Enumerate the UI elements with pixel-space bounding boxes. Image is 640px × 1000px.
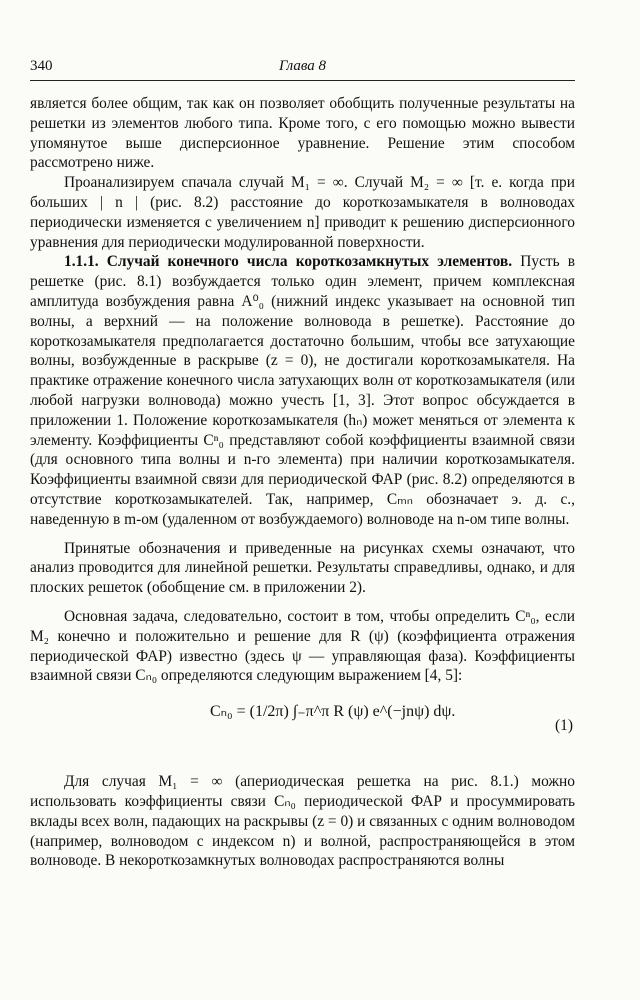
equation-expression: Cₙ₀ = (1/2π) ∫₋π^π R (ψ) e^(−jnψ) dψ. [210, 703, 456, 721]
equation-block [30, 694, 575, 764]
paragraph: Основная задача, следовательно, состоит в том, чтобы определить Cⁿ₀, если M₂ конечно и положительно и решение для R (ψ) (коэффициента отражения периодической ФАР) известно (здесь ψ — управляющая фаза). Коэффициенты взаимной связи Cₙ₀ определяются следующим выражением [4, 5]: [30, 607, 575, 685]
paragraph-subsection [30, 252, 575, 529]
equation-number: (1) [555, 717, 573, 735]
page-header [30, 58, 575, 81]
subsection-heading: 1.1.1. Случай конечного числа короткозамкнутых элементов. [64, 253, 513, 271]
paragraph: Для случая M₁ = ∞ (апериодическая решетка на рис. 8.1.) можно использовать коэффициенты связи Cₙ₀ периодической ФАР и просуммировать вклады всех волн, падающих на раскрывы (z = 0) и связанных с одним волноводом (например, волноводом с индексом n) и волной, распространяющейся в этом волноводе. В некороткозамкнутых волноводах распространяются волны [30, 773, 575, 870]
paragraph-gap [30, 598, 575, 607]
body-text [30, 94, 575, 871]
page-number: 340 [30, 58, 53, 74]
paragraph: является более общим, так как он позволяет обобщить полученные результаты на решетки из элементов любого типа. Кроме того, с его помощью можно вывести упомянутое выше дисперсионное уравнение. Решение этим способом рассмотрено ниже. [30, 95, 575, 172]
paragraph-text: Пусть в решетке (рис. 8.1) возбуждается только один элемент, причем комплексная амплитуда возбуждения равна A⁰₀ (нижний индекс указывает на основной тип волны, а верхний — на положение волновода в решетке). Расстояние до короткозамыкателя предполагается достаточно большим, чтобы все затухающие волны, возбужденные в раскрыве (z = 0), не достигали короткозамыкателя. На практике отражение конечного числа затухающих волн от короткозамыкателя (или любой нагрузки волновода) можно учесть [1, 3]. Этот вопрос обсуждается в приложении 1. Положение короткозамыкателя (hₙ) может меняться от элемента к элементу. Коэффициенты Cⁿ₀ представляют собой коэффициенты взаимной связи (для основного типа волны и n-го элемента) при наличии короткозамыкателя. Коэффициенты взаимной связи для периодической ФАР (рис. 8.2) определяются в отсутствие короткозамыкателей. Так, например, Cₘₙ обозначает э. д. с., наведенную в m-ом (удаленном от возбуждаемого) волноводе на n-ом типе волны. [30, 253, 575, 528]
running-head: Глава 8 [278, 58, 327, 74]
paragraph: Принятые обозначения и приведенные на рисунках схемы означают, что анализ проводится для линейной решетки. Результаты справедливы, однако, и для плоских решеток (обобщение см. в приложении 2). [30, 539, 575, 597]
paragraph-gap [30, 530, 575, 539]
paragraph: Проанализируем спачала случай M₁ = ∞. Случай M₂ = ∞ [т. е. когда при больших | n | (рис. 8.2) расстояние до короткозамыкателя в волноводах периодически изменяется с увеличением n] приводит к решению дисперсионного уравнения для периодически модулированной поверхности. [30, 174, 575, 251]
